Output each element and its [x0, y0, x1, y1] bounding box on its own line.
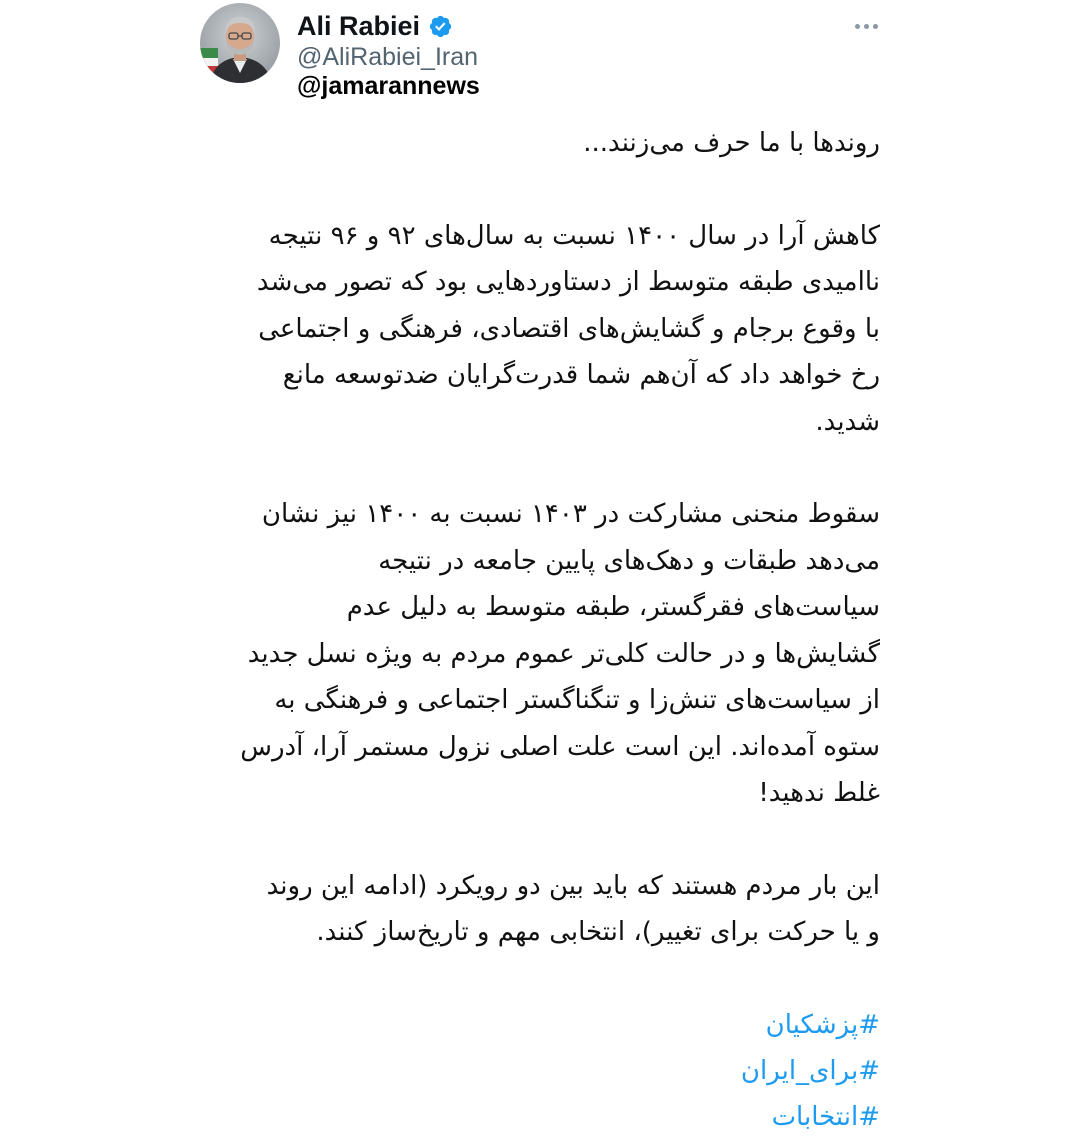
- more-options-button[interactable]: [846, 12, 886, 40]
- watermark-label: @jamarannews: [297, 72, 480, 100]
- ellipsis-icon: [864, 24, 869, 29]
- hashtag-link[interactable]: #انتخابات: [771, 1101, 880, 1132]
- display-name[interactable]: Ali Rabiei: [297, 10, 421, 41]
- hashtag-list: [180, 1002, 880, 1140]
- tweet-paragraph: کاهش آرا در سال ۱۴۰۰ نسبت به سال‌های ۹۲ و ۹۶ نتیجه ناامیدی طبقه متوسط از دستاوردهایی بود که تصور می‌شد با وقوع برجام و گشایش‌های اقتصادی، فرهنگی و اجتماعی رخ خواهد داد که آن‌هم شما قدرت‌گرایان ضدتوسعه مانع شدید.: [256, 220, 880, 437]
- ellipsis-icon: [855, 24, 860, 29]
- tweet-text: [180, 120, 880, 1140]
- profile-photo-icon: [200, 3, 280, 83]
- ellipsis-icon: [873, 24, 878, 29]
- user-handle[interactable]: @AliRabiei_Iran: [297, 43, 479, 71]
- hashtag-link[interactable]: #پزشکیان: [765, 1009, 880, 1040]
- avatar[interactable]: [200, 3, 280, 83]
- hashtag-link[interactable]: #برای_ایران: [740, 1055, 880, 1086]
- tweet-paragraph: سقوط منحنی مشارکت در ۱۴۰۳ نسبت به ۱۴۰۰ نیز نشان می‌دهد طبقات و دهک‌های پایین جامعه در نتیجه سیاست‌های فقرگستر، طبقه متوسط به دلیل عدم گشایش‌ها و در حالت کلی‌تر عموم مردم به ویژه نسل جدید از سیاست‌های تنش‌زا و تنگناگستر اجتماعی و فرهنگی به ستوه آمده‌اند. این است علت اصلی نزول مستمر آرا، آدرس غلط ندهید!: [240, 499, 880, 808]
- tweet-paragraph: این بار مردم هستند که باید بین دو رویکرد (ادامه این روند و یا حرکت برای تغییر)، انتخابی مهم و تاریخ‌ساز کنند.: [266, 870, 880, 947]
- name-row: [297, 9, 453, 43]
- tweet-paragraph: روندها با ما حرف می‌زنند...: [583, 128, 880, 158]
- verified-badge-icon: [428, 14, 453, 39]
